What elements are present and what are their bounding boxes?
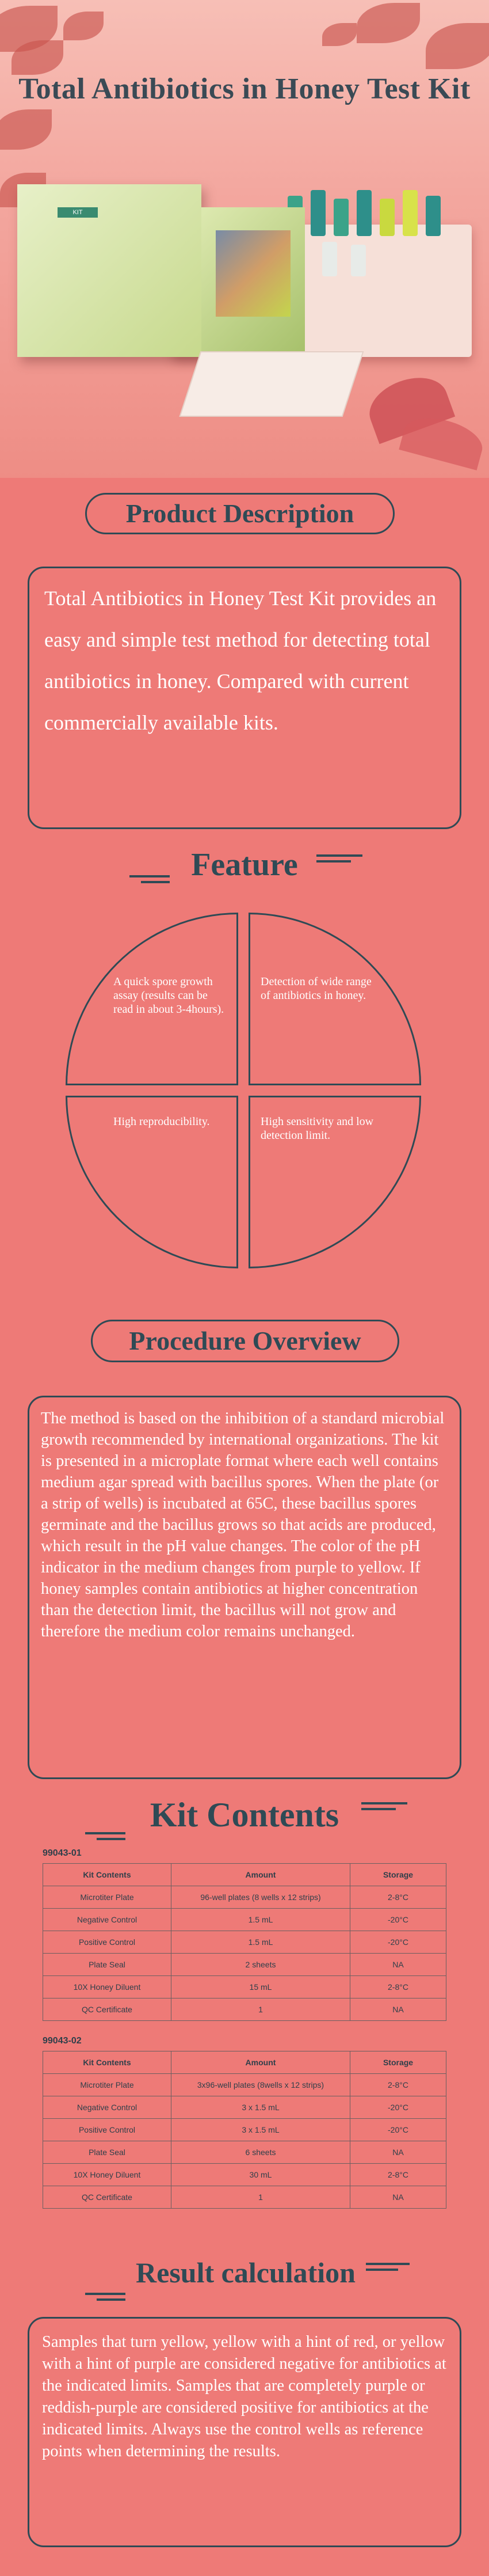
column-header: Storage [350,1864,446,1886]
column-header: Storage [350,2051,446,2074]
result-text: Samples that turn yellow, yellow with a hint of red, or yellow with a hint of purple are considered negative for antibiotics at the indicated limits. Samples that are completely purple or reddish-purple are considered positive for antibiotics at the indicated limits. Always use the control wells as reference points when determining the results. [42,2333,446,2460]
decorative-leaf [0,109,52,150]
table-cell: -20°C [350,2119,446,2141]
result-heading: Result calculation [136,2256,356,2289]
feature-item: High reproducibility. [113,1115,210,1128]
reagent-tube [334,199,349,236]
table-cell: QC Certificate [43,1999,171,2021]
table-cell: QC Certificate [43,2186,171,2209]
column-header: Kit Contents [43,1864,171,1886]
table-cell: Microtiter Plate [43,1886,171,1909]
feature-circle [66,913,421,1268]
table-cell: NA [350,1954,446,1976]
decorative-line [361,1802,407,1804]
table-cell: Negative Control [43,1909,171,1931]
decorative-line [85,2293,125,2295]
table-row [43,2074,446,2096]
feature-heading: Feature [191,847,298,883]
table-row [43,1954,446,1976]
hero-title: Total Antibiotics in Honey Test Kit [18,73,471,105]
feature-item: A quick spore growth assay (results can be read in about 3-4hours). [113,975,224,1016]
product-description-heading: Product Description [85,493,395,534]
feature-quadrant [66,913,238,1085]
table-cell: 1 [171,1999,350,2021]
table-cell: 96-well plates (8 wells x 12 strips) [171,1886,350,1909]
table-cell: 2 sheets [171,1954,350,1976]
feature-quadrant [249,1096,421,1268]
hero-banner [0,0,489,478]
product-description-text: Total Antibiotics in Honey Test Kit provides an easy and simple test method for detecting total antibiotics in honey. Compared with current commercially available kits. [44,587,437,734]
kit-contents-heading: Kit Contents [150,1796,339,1834]
table-cell: Positive Control [43,2119,171,2141]
reagent-tube [351,245,366,276]
reagent-tube [311,190,326,236]
kit-box-logo: KIT [58,207,98,218]
reagent-tube [380,199,395,236]
decorative-line [361,1808,396,1810]
table-cell: 3 x 1.5 mL [171,2119,350,2141]
kit-code-label: 99043-01 [43,1848,82,1858]
microplate [179,351,364,417]
table-cell: NA [350,1999,446,2021]
table-cell: 2-8°C [350,2074,446,2096]
table-row [43,1976,446,1999]
table-cell: 2-8°C [350,1976,446,1999]
product-description-box [28,567,461,829]
table-cell: Negative Control [43,2096,171,2119]
table-row [43,1886,446,1909]
table-cell: Plate Seal [43,1954,171,1976]
table-header-row [43,2051,446,2074]
table-cell: Microtiter Plate [43,2074,171,2096]
table-row [43,2164,446,2186]
table-cell: -20°C [350,1909,446,1931]
table-cell: 15 mL [171,1976,350,1999]
table-cell: -20°C [350,2096,446,2119]
procedure-heading: Procedure Overview [91,1320,399,1362]
feature-quadrant [249,913,421,1085]
decorative-leaf [357,3,420,43]
reagent-tube [426,196,441,236]
table-row [43,2186,446,2209]
table-cell: 3x96-well plates (8wells x 12 strips) [171,2074,350,2096]
kit-box [17,184,201,357]
decorative-line [366,2263,410,2265]
reagent-tube [357,190,372,236]
table-cell: 6 sheets [171,2141,350,2164]
table-cell: -20°C [350,1931,446,1954]
result-box [28,2317,461,2547]
decorative-leaf [63,12,104,40]
reagent-tube [403,190,418,236]
kit-contents-table-1 [43,1863,446,2021]
feature-quadrant [66,1096,238,1268]
decorative-leaf [426,23,489,69]
decorative-line [97,2298,125,2301]
table-cell: Plate Seal [43,2141,171,2164]
decorative-line [129,875,170,877]
column-header: Kit Contents [43,2051,171,2074]
table-row [43,1909,446,1931]
procedure-box [28,1396,461,1779]
table-cell: 1.5 mL [171,1909,350,1931]
decorative-line [85,1832,125,1834]
reagent-tube [322,242,337,276]
kit-contents-table-2 [43,2051,446,2209]
table-cell: 2-8°C [350,2164,446,2186]
kit-box-artwork [216,230,291,317]
table-row [43,2119,446,2141]
table-cell: 10X Honey Diluent [43,2164,171,2186]
decorative-line [316,860,351,863]
table-header-row [43,1864,446,1886]
procedure-text: The method is based on the inhibition of a standard microbial growth recommended by international organizations. The kit is presented in a microplate format where each well contains medium agar spread with bacillus spores. When the plate (or a strip of wells) is incubated at 65C, these bacillus spores germinate and the bacillus grows so that acids are produced, which result in the pH value changes. The color of the pH indicator in the medium changes from purple to yellow. If honey samples contain antibiotics at higher concentration than the detection limit, the bacillus will not grow and therefore the medium color remains unchanged. [41,1409,445,1640]
table-row [43,1931,446,1954]
table-cell: 30 mL [171,2164,350,2186]
table-cell: 2-8°C [350,1886,446,1909]
table-cell: 1 [171,2186,350,2209]
kit-box-side [201,207,305,357]
feature-item: Detection of wide range of antibiotics in honey. [261,975,372,1002]
table-row [43,2141,446,2164]
decorative-leaf [322,23,357,46]
table-row [43,2096,446,2119]
decorative-line [97,1838,125,1840]
feature-item: High sensitivity and low detection limit. [261,1115,374,1142]
decorative-line [316,854,362,857]
decorative-line [141,881,170,883]
table-cell: NA [350,2141,446,2164]
table-cell: 3 x 1.5 mL [171,2096,350,2119]
column-header: Amount [171,1864,350,1886]
table-cell: NA [350,2186,446,2209]
table-cell: 1.5 mL [171,1931,350,1954]
table-cell: Positive Control [43,1931,171,1954]
column-header: Amount [171,2051,350,2074]
table-row [43,1999,446,2021]
decorative-line [366,2269,398,2271]
kit-code-label: 99043-02 [43,2036,82,2046]
table-cell: 10X Honey Diluent [43,1976,171,1999]
